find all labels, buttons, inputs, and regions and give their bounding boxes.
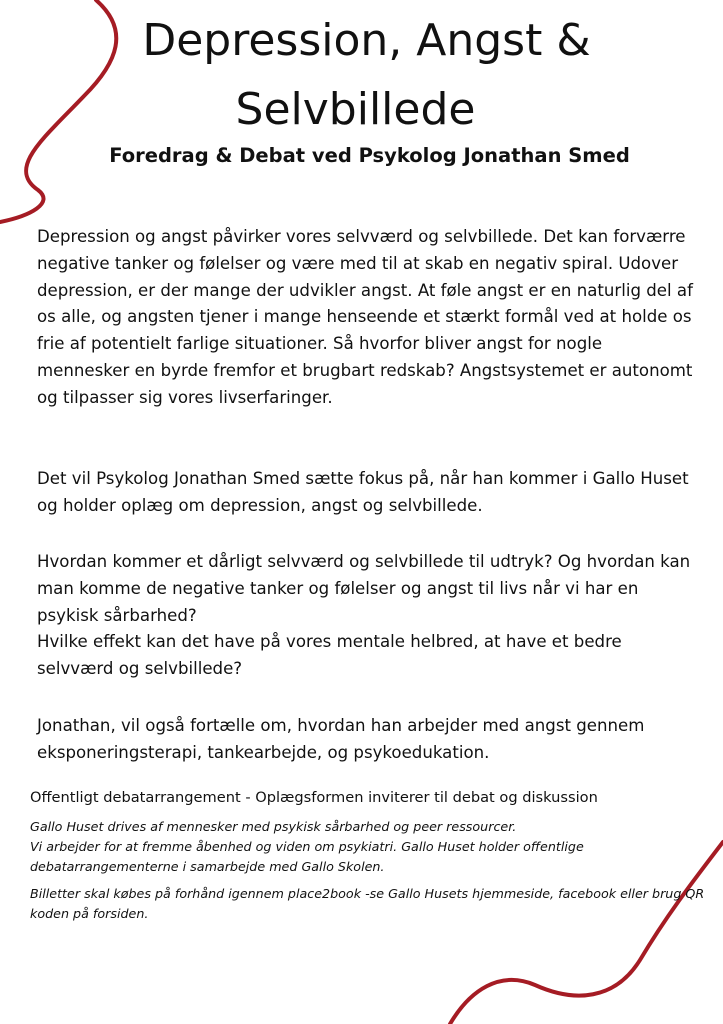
subtitle: Foredrag & Debat ved Psykolog Jonathan Smed — [109, 144, 630, 167]
title-line-1: Depression, Angst & — [142, 15, 591, 66]
body-paragraph-4: Jonathan, vil også fortælle om, hvordan han arbejder med angst gennem eksponeringsterapi, tankearbejde, og psykoedukation. — [37, 716, 645, 762]
body-paragraph-1: Depression og angst påvirker vores selvværd og selvbillede. Det kan forværre negative tanker og følelser og være med til at skab en negativ spiral. Udover depression, er der mange der udvikler angst. At føle angst er en naturlig del af os alle, og angsten tjener i mange henseende et stærkt formål ved at holde os frie af potentielt farlige situationer. Så hvorfor bliver angst for nogle mennesker en byrde fremfor et brugbart redskab? Angstsystemet er autonomt og tilpasser sig vores livserfaringer. — [37, 227, 693, 407]
body-paragraph-3: Hvordan kommer et dårligt selvværd og selvbillede til udtryk? Og hvordan kan man komme de negative tanker og følelser og angst til livs når vi har en psykisk sårbarhed? Hvilke effekt kan det have på vores mentale helbred, at have et bedre selvværd og selvbillede? — [37, 552, 691, 679]
title-line-2: Selvbillede — [235, 84, 476, 135]
note-tickets: Billetter skal købes på forhånd igennem place2book -se Gallo Husets hjemmeside, facebook eller brug QR koden på forsiden. — [30, 886, 705, 921]
body-paragraph-2: Det vil Psykolog Jonathan Smed sætte fokus på, når han kommer i Gallo Huset og holder oplæg om depression, angst og selvbillede. — [37, 469, 689, 515]
note-gallo-huset: Gallo Huset drives af mennesker med psykisk sårbarhed og peer ressourcer. Vi arbejder for at fremme åbenhed og viden om psykiatri. Gallo Huset holder offentlige debatarrangementerne i samarbejde med Gallo Skolen. — [30, 819, 584, 874]
event-info: Offentligt debatarrangement - Oplægsformen inviterer til debat og diskussion — [30, 789, 598, 806]
